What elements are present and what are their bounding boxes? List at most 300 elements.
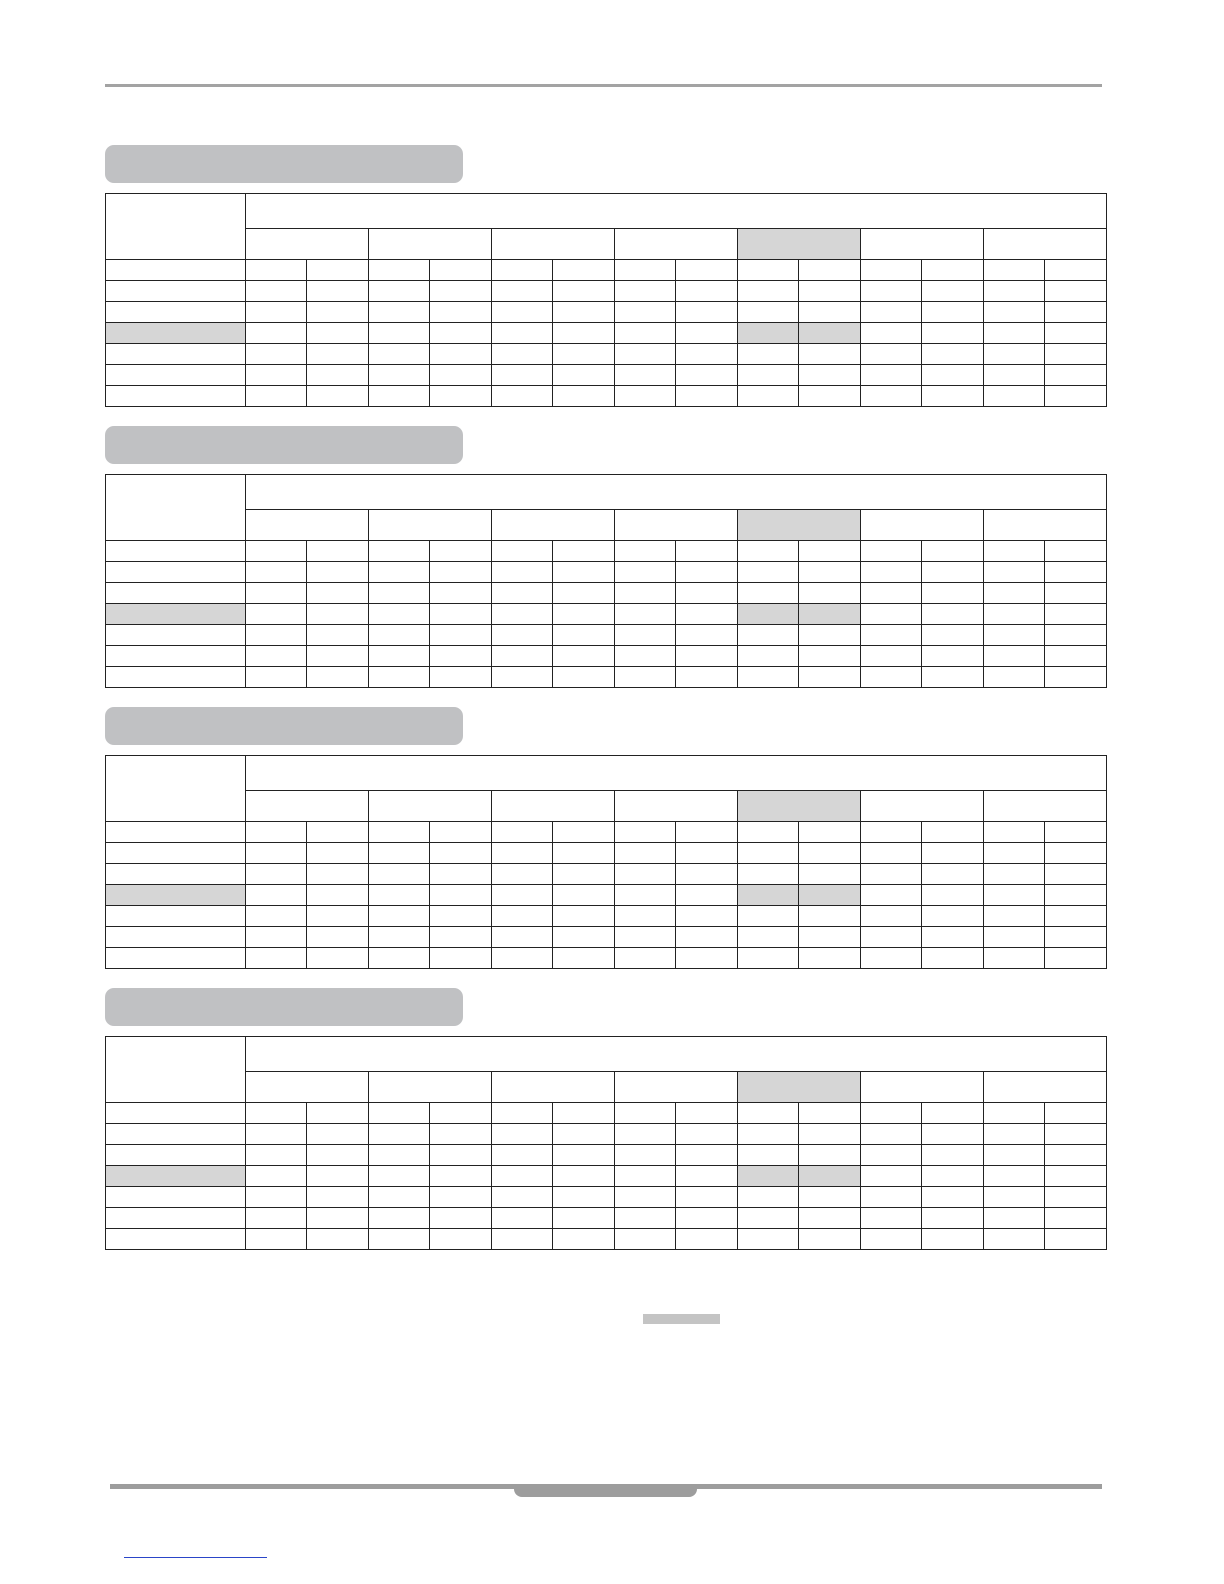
- table-cell: [922, 646, 984, 667]
- row-label-cell: [106, 948, 246, 969]
- row-label-cell: [106, 625, 246, 646]
- table-cell: [553, 1145, 615, 1166]
- table-cell: [553, 281, 615, 302]
- table-cell: [861, 864, 922, 885]
- column-group-header: [738, 791, 861, 822]
- table-cell: [615, 906, 676, 927]
- table-cell: [246, 1208, 307, 1229]
- table-cell: [307, 667, 369, 688]
- column-group-header: [738, 510, 861, 541]
- table-cell: [369, 1187, 430, 1208]
- table-cell: [430, 948, 492, 969]
- table-cell: [922, 386, 984, 407]
- table-cell: [922, 1187, 984, 1208]
- section-title-tab: [105, 145, 463, 183]
- table-row: [106, 843, 1107, 864]
- spec-table: [105, 474, 1107, 688]
- table-cell: [861, 323, 922, 344]
- table-cell: [1045, 667, 1107, 688]
- table-cell: [369, 948, 430, 969]
- table-cell: [676, 1208, 738, 1229]
- table-cell: [553, 302, 615, 323]
- table-cell: [553, 1103, 615, 1124]
- table-cell: [738, 302, 799, 323]
- table-cell: [615, 646, 676, 667]
- table-cell: [553, 885, 615, 906]
- table-row: [106, 1229, 1107, 1250]
- table-cell: [1045, 1229, 1107, 1250]
- table-cell: [615, 260, 676, 281]
- table-cell: [799, 365, 861, 386]
- table-cell: [984, 843, 1045, 864]
- table-cell: [615, 1103, 676, 1124]
- table-cell: [1045, 843, 1107, 864]
- table-cell: [615, 1229, 676, 1250]
- table-cell: [492, 885, 553, 906]
- table-row: [106, 1124, 1107, 1145]
- table-cell: [861, 562, 922, 583]
- table-cell: [246, 260, 307, 281]
- table-cell: [1045, 604, 1107, 625]
- table-cell: [246, 365, 307, 386]
- table-cell: [799, 625, 861, 646]
- table-cell: [984, 927, 1045, 948]
- row-label-cell: [106, 843, 246, 864]
- column-group-header: [246, 229, 369, 260]
- table-cell: [492, 625, 553, 646]
- column-group-header: [861, 791, 984, 822]
- table-cell: [430, 843, 492, 864]
- table-cell: [676, 927, 738, 948]
- column-group-header: [492, 510, 615, 541]
- table-cell: [246, 1187, 307, 1208]
- table-cell: [307, 365, 369, 386]
- table-cell: [676, 822, 738, 843]
- table-cell: [738, 864, 799, 885]
- table-cell: [799, 906, 861, 927]
- table-cell: [553, 1187, 615, 1208]
- table-cell: [799, 1208, 861, 1229]
- table-cell: [861, 583, 922, 604]
- table-cell: [861, 604, 922, 625]
- table-row: [106, 604, 1107, 625]
- table-cell: [615, 864, 676, 885]
- table-row: [106, 1145, 1107, 1166]
- table-cell: [984, 323, 1045, 344]
- row-label-cell: [106, 1208, 246, 1229]
- table-cell: [430, 1145, 492, 1166]
- table-cell: [922, 843, 984, 864]
- column-group-header: [984, 510, 1107, 541]
- table-cell: [615, 843, 676, 864]
- table-cell: [492, 1229, 553, 1250]
- table-cell: [307, 1229, 369, 1250]
- table-cell: [922, 906, 984, 927]
- table-cell: [676, 1187, 738, 1208]
- table-cell: [861, 927, 922, 948]
- table-cell: [1045, 864, 1107, 885]
- table-cell: [553, 948, 615, 969]
- table-cell: [1045, 281, 1107, 302]
- table-cell: [307, 386, 369, 407]
- table-cell: [861, 1166, 922, 1187]
- row-label-cell: [106, 562, 246, 583]
- table-cell: [799, 1187, 861, 1208]
- table-cell: [799, 1229, 861, 1250]
- table-cell: [861, 646, 922, 667]
- table-cell: [369, 646, 430, 667]
- table-cell: [430, 1229, 492, 1250]
- table-cell: [369, 344, 430, 365]
- table-row: [106, 562, 1107, 583]
- table-cell: [492, 822, 553, 843]
- row-label-cell: [106, 1103, 246, 1124]
- table-cell: [984, 344, 1045, 365]
- table-cell: [799, 864, 861, 885]
- column-group-header: [246, 510, 369, 541]
- table-row: [106, 1208, 1107, 1229]
- table-cell: [1045, 822, 1107, 843]
- table-cell: [246, 323, 307, 344]
- table-cell: [430, 822, 492, 843]
- table-cell: [738, 1229, 799, 1250]
- row-label-cell: [106, 1166, 246, 1187]
- table-cell: [369, 260, 430, 281]
- table-cell: [615, 1208, 676, 1229]
- table-cell: [615, 1145, 676, 1166]
- table-cell: [676, 323, 738, 344]
- table-row: [106, 864, 1107, 885]
- table-cell: [799, 344, 861, 365]
- table-cell: [369, 365, 430, 386]
- table-cell: [1045, 302, 1107, 323]
- table-cell: [246, 562, 307, 583]
- table-cell: [430, 1103, 492, 1124]
- table-cell: [799, 927, 861, 948]
- table-cell: [246, 302, 307, 323]
- table-cell: [492, 541, 553, 562]
- table-cell: [861, 281, 922, 302]
- table-cell: [553, 667, 615, 688]
- table-cell: [430, 562, 492, 583]
- table-cell: [922, 541, 984, 562]
- table-cell: [553, 323, 615, 344]
- row-label-cell: [106, 906, 246, 927]
- table-cell: [553, 386, 615, 407]
- table-cell: [799, 260, 861, 281]
- table-cell: [1045, 885, 1107, 906]
- decorative-mark: [643, 1314, 720, 1324]
- table-cell: [799, 646, 861, 667]
- column-group-header: [615, 510, 738, 541]
- table-cell: [676, 667, 738, 688]
- table-cell: [430, 646, 492, 667]
- table-cell: [984, 667, 1045, 688]
- table-cell: [799, 583, 861, 604]
- table-cell: [1045, 260, 1107, 281]
- page-number-tab: [514, 1486, 697, 1497]
- table-cell: [246, 541, 307, 562]
- table-row: [106, 1166, 1107, 1187]
- header-rule: [105, 84, 1102, 87]
- table-row: [106, 1103, 1107, 1124]
- table-row: [106, 260, 1107, 281]
- table-cell: [738, 885, 799, 906]
- table-cell: [246, 1124, 307, 1145]
- table-cell: [922, 281, 984, 302]
- column-group-header: [861, 229, 984, 260]
- table-cell: [799, 667, 861, 688]
- table-cell: [369, 1103, 430, 1124]
- table-cell: [922, 864, 984, 885]
- footer-link[interactable]: [124, 1557, 267, 1558]
- table-cell: [430, 864, 492, 885]
- table-cell: [799, 604, 861, 625]
- table-cell: [861, 1229, 922, 1250]
- table-row: [106, 667, 1107, 688]
- table-cell: [430, 604, 492, 625]
- row-label-cell: [106, 583, 246, 604]
- table-cell: [1045, 1187, 1107, 1208]
- table-cell: [307, 885, 369, 906]
- table-cell: [984, 260, 1045, 281]
- table-cell: [369, 864, 430, 885]
- table-cell: [799, 541, 861, 562]
- table-cell: [676, 1103, 738, 1124]
- table-cell: [922, 1166, 984, 1187]
- table-cell: [861, 1145, 922, 1166]
- row-label-cell: [106, 927, 246, 948]
- table-cell: [676, 386, 738, 407]
- column-group-header: [615, 791, 738, 822]
- table-cell: [615, 541, 676, 562]
- table-cell: [307, 625, 369, 646]
- row-label-cell: [106, 1187, 246, 1208]
- table-cell: [246, 1103, 307, 1124]
- table-cell: [861, 1187, 922, 1208]
- table-cell: [1045, 625, 1107, 646]
- table-cell: [984, 885, 1045, 906]
- table-cell: [738, 906, 799, 927]
- table-cell: [246, 927, 307, 948]
- table-cell: [984, 864, 1045, 885]
- table-cell: [1045, 948, 1107, 969]
- row-label-cell: [106, 1124, 246, 1145]
- table-cell: [492, 302, 553, 323]
- table-cell: [553, 1166, 615, 1187]
- table-cell: [553, 646, 615, 667]
- table-cell: [553, 583, 615, 604]
- table-cell: [430, 927, 492, 948]
- table-cell: [861, 667, 922, 688]
- table-cell: [738, 344, 799, 365]
- table-cell: [615, 1166, 676, 1187]
- table-cell: [676, 885, 738, 906]
- table-cell: [1045, 1166, 1107, 1187]
- table-cell: [430, 667, 492, 688]
- table-cell: [553, 365, 615, 386]
- table-cell: [676, 1145, 738, 1166]
- row-label-cell: [106, 302, 246, 323]
- column-group-header: [615, 229, 738, 260]
- table-cell: [676, 260, 738, 281]
- table-cell: [307, 344, 369, 365]
- table-row: [106, 386, 1107, 407]
- table-cell: [615, 667, 676, 688]
- table-cell: [984, 646, 1045, 667]
- table-cell: [676, 344, 738, 365]
- table-cell: [553, 541, 615, 562]
- table-cell: [553, 1124, 615, 1145]
- row-label-cell: [106, 1229, 246, 1250]
- table-cell: [861, 1124, 922, 1145]
- table-cell: [861, 843, 922, 864]
- table-cell: [430, 625, 492, 646]
- table-cell: [799, 822, 861, 843]
- table-cell: [430, 323, 492, 344]
- table-cell: [492, 344, 553, 365]
- table-cell: [922, 885, 984, 906]
- table-row: [106, 281, 1107, 302]
- table-cell: [799, 281, 861, 302]
- table-cell: [738, 604, 799, 625]
- table-cell: [861, 302, 922, 323]
- table-cell: [738, 323, 799, 344]
- row-label-cell: [106, 864, 246, 885]
- table-cell: [738, 927, 799, 948]
- row-label-cell: [106, 344, 246, 365]
- table-cell: [799, 1124, 861, 1145]
- table-cell: [430, 386, 492, 407]
- table-cell: [492, 260, 553, 281]
- column-group-header: [246, 791, 369, 822]
- table-cell: [861, 1208, 922, 1229]
- table-header-cell: [246, 194, 1107, 229]
- table-cell: [369, 1124, 430, 1145]
- table-cell: [984, 948, 1045, 969]
- table-cell: [615, 1187, 676, 1208]
- table-cell: [861, 344, 922, 365]
- table-cell: [553, 822, 615, 843]
- column-group-header: [984, 1072, 1107, 1103]
- table-cell: [738, 948, 799, 969]
- table-cell: [615, 1124, 676, 1145]
- table-cell: [430, 260, 492, 281]
- table-cell: [430, 1166, 492, 1187]
- table-cell: [922, 667, 984, 688]
- table-cell: [430, 583, 492, 604]
- table-cell: [492, 1124, 553, 1145]
- table-cell: [738, 1208, 799, 1229]
- table-cell: [676, 1166, 738, 1187]
- row-label-cell: [106, 1145, 246, 1166]
- table-cell: [430, 281, 492, 302]
- table-cell: [984, 906, 1045, 927]
- row-label-cell: [106, 667, 246, 688]
- table-cell: [738, 1124, 799, 1145]
- table-cell: [492, 562, 553, 583]
- column-group-header: [492, 791, 615, 822]
- table-cell: [246, 822, 307, 843]
- table-cell: [738, 843, 799, 864]
- table-cell: [430, 365, 492, 386]
- table-cell: [492, 906, 553, 927]
- table-cell: [799, 885, 861, 906]
- table-cell: [492, 864, 553, 885]
- table-cell: [984, 281, 1045, 302]
- row-label-cell: [106, 365, 246, 386]
- spec-table: [105, 755, 1107, 969]
- spec-table: [105, 193, 1107, 407]
- row-label-cell: [106, 604, 246, 625]
- table-cell: [307, 604, 369, 625]
- table-cell: [861, 365, 922, 386]
- table-cell: [246, 386, 307, 407]
- table-cell: [307, 822, 369, 843]
- table-cell: [553, 625, 615, 646]
- table-cell: [369, 583, 430, 604]
- table-cell: [922, 1229, 984, 1250]
- table-cell: [307, 1187, 369, 1208]
- table-cell: [553, 864, 615, 885]
- table-cell: [307, 302, 369, 323]
- table-cell: [1045, 344, 1107, 365]
- table-cell: [922, 927, 984, 948]
- table-cell: [615, 386, 676, 407]
- table-cell: [738, 667, 799, 688]
- row-label-cell: [106, 260, 246, 281]
- table-cell: [738, 625, 799, 646]
- table-cell: [553, 1208, 615, 1229]
- section-title-tab: [105, 988, 463, 1026]
- table-cell: [430, 541, 492, 562]
- table-cell: [307, 948, 369, 969]
- table-cell: [307, 260, 369, 281]
- table-cell: [615, 281, 676, 302]
- column-group-header: [246, 1072, 369, 1103]
- table-cell: [799, 1145, 861, 1166]
- column-group-header: [369, 1072, 492, 1103]
- table-cell: [615, 365, 676, 386]
- table-cell: [307, 906, 369, 927]
- table-cell: [369, 281, 430, 302]
- table-row: [106, 1187, 1107, 1208]
- table-cell: [492, 1166, 553, 1187]
- table-cell: [922, 323, 984, 344]
- table-cell: [738, 260, 799, 281]
- column-group-header: [861, 1072, 984, 1103]
- table-cell: [738, 822, 799, 843]
- column-group-header: [738, 229, 861, 260]
- table-cell: [307, 864, 369, 885]
- table-cell: [738, 1145, 799, 1166]
- table-cell: [492, 1187, 553, 1208]
- table-row: [106, 822, 1107, 843]
- table-cell: [553, 906, 615, 927]
- table-cell: [922, 365, 984, 386]
- table-cell: [492, 604, 553, 625]
- table-cell: [430, 1187, 492, 1208]
- row-label-cell: [106, 281, 246, 302]
- table-cell: [799, 1166, 861, 1187]
- table-cell: [615, 885, 676, 906]
- table-cell: [984, 625, 1045, 646]
- table-cell: [246, 843, 307, 864]
- table-cell: [307, 1103, 369, 1124]
- table-cell: [246, 864, 307, 885]
- table-cell: [984, 1229, 1045, 1250]
- table-cell: [738, 386, 799, 407]
